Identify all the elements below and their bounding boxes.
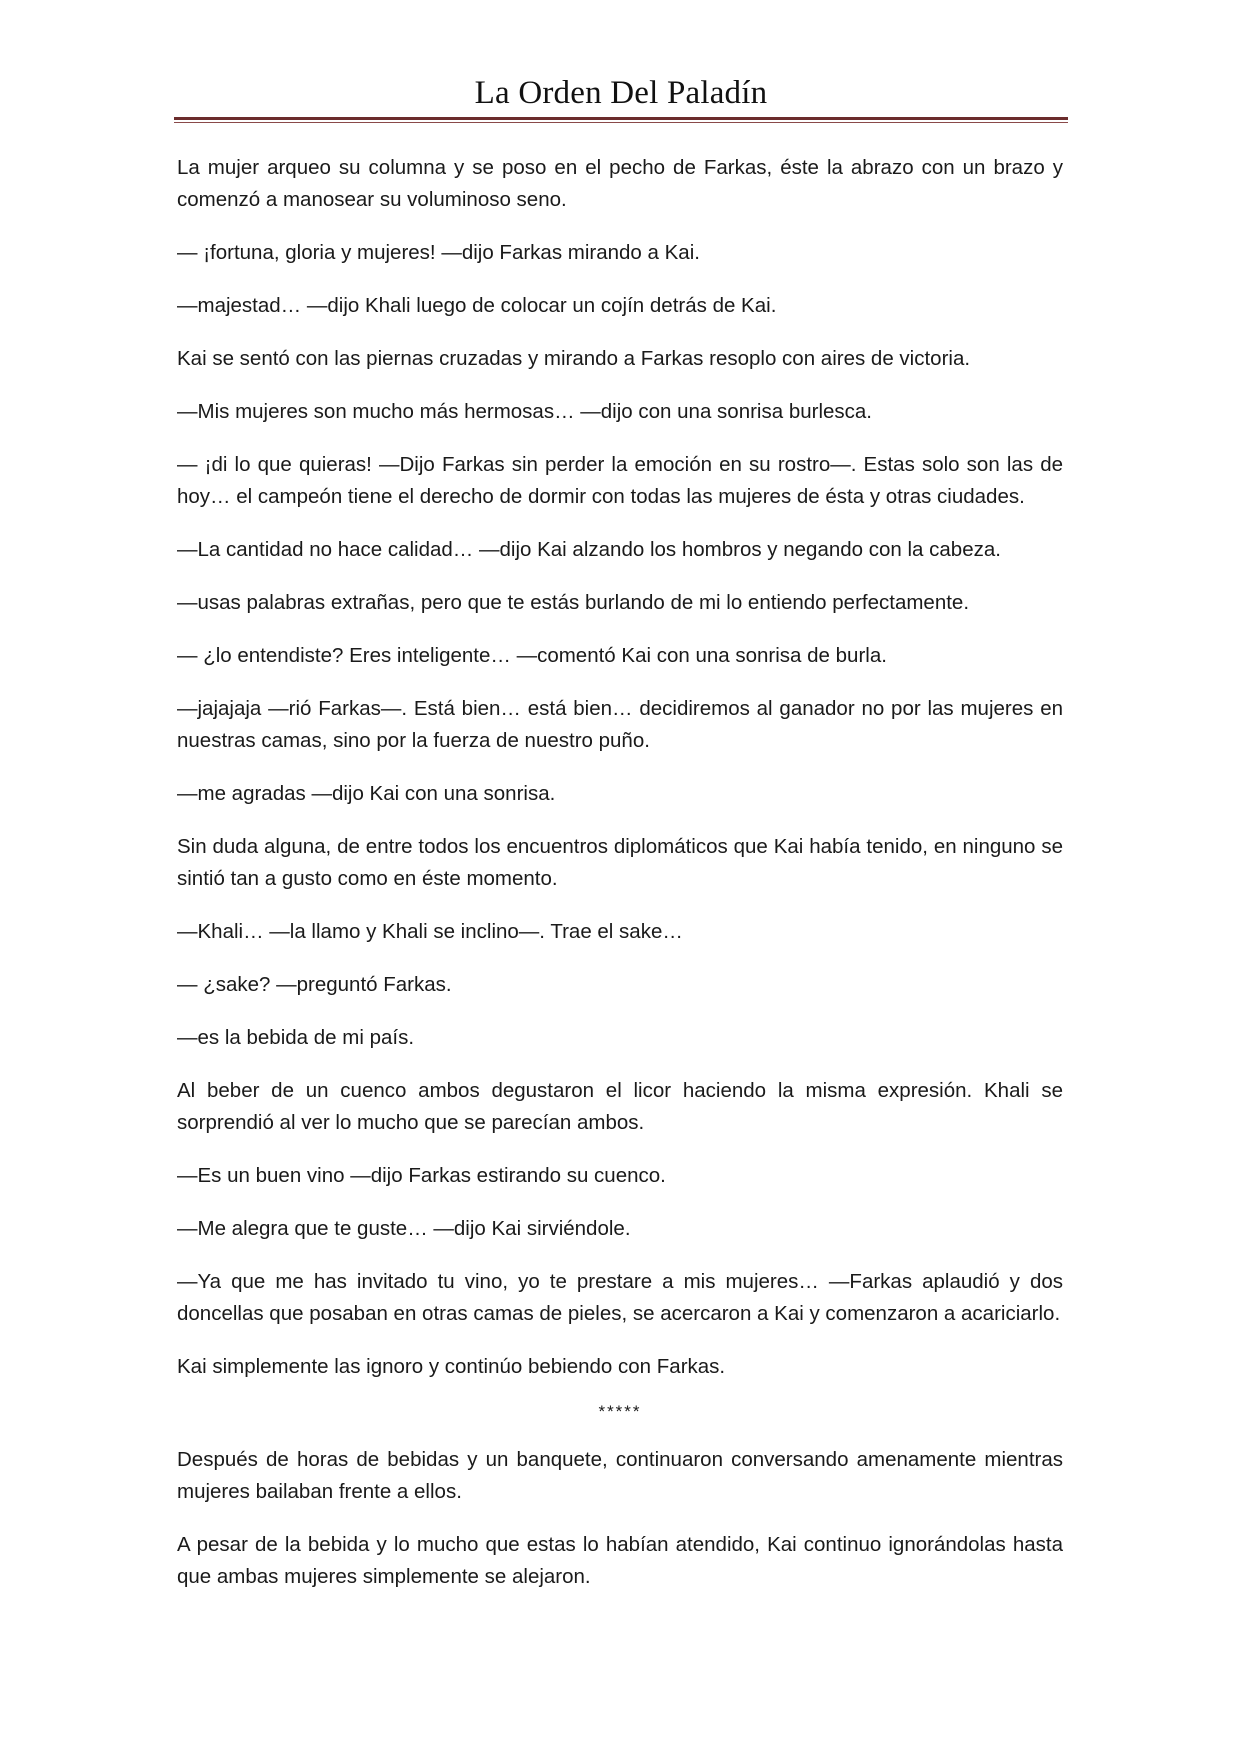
paragraph: —usas palabras extrañas, pero que te estás burlando de mi lo entiendo perfectamente.: [177, 591, 970, 614]
section-separator: *****: [598, 1402, 642, 1421]
header-divider-thin: [174, 122, 1068, 123]
page-title: La Orden Del Paladín: [474, 75, 768, 111]
paragraph: —La cantidad no hace calidad… —dijo Kai alzando los hombros y negando con la cabeza.: [177, 538, 1001, 561]
body-text: [177, 152, 1063, 1614]
paragraph: —Mis mujeres son mucho más hermosas… —dijo con una sonrisa burlesca.: [177, 400, 872, 423]
paragraph: — ¿lo entendiste? Eres inteligente… —comentó Kai con una sonrisa de burla.: [177, 644, 887, 667]
paragraph: — ¡di lo que quieras! —Dijo Farkas sin perder la emoción en su rostro—. Estas solo son las de hoy… el campeón tiene el derecho de dormir con todas las mujeres de ésta y otras ciudades.: [177, 453, 1063, 508]
paragraph: Sin duda alguna, de entre todos los encuentros diplomáticos que Kai había tenido, en ninguno se sintió tan a gusto como en éste momento.: [177, 835, 1063, 890]
paragraph: A pesar de la bebida y lo mucho que estas lo habían atendido, Kai continuo ignorándolas hasta que ambas mujeres simplemente se alejaron.: [177, 1533, 1063, 1588]
paragraph: —Ya que me has invitado tu vino, yo te prestare a mis mujeres… —Farkas aplaudió y dos doncellas que posaban en otras camas de pieles, se acercaron a Kai y comenzaron a acariciarlo.: [177, 1270, 1063, 1325]
page-header: [174, 70, 1068, 116]
paragraph: La mujer arqueo su columna y se poso en el pecho de Farkas, éste la abrazo con un brazo y comenzó a manosear su voluminoso seno.: [177, 156, 1063, 211]
paragraph: —me agradas —dijo Kai con una sonrisa.: [177, 782, 556, 805]
paragraph: Después de horas de bebidas y un banquete, continuaron conversando amenamente mientras mujeres bailaban frente a ellos.: [177, 1448, 1063, 1503]
paragraph: — ¡fortuna, gloria y mujeres! —dijo Farkas mirando a Kai.: [177, 241, 700, 264]
paragraph: — ¿sake? —preguntó Farkas.: [177, 973, 452, 996]
paragraph: —Khali… —la llamo y Khali se inclino—. Trae el sake…: [177, 920, 683, 943]
paragraph: —Es un buen vino —dijo Farkas estirando su cuenco.: [177, 1164, 666, 1187]
paragraph: —es la bebida de mi país.: [177, 1026, 415, 1049]
paragraph: Kai se sentó con las piernas cruzadas y mirando a Farkas resoplo con aires de victoria.: [177, 347, 971, 370]
paragraph: Kai simplemente las ignoro y continúo bebiendo con Farkas.: [177, 1355, 726, 1378]
paragraph: —jajajaja —rió Farkas—. Está bien… está bien… decidiremos al ganador no por las mujeres en nuestras camas, sino por la fuerza de nuestro puño.: [177, 697, 1063, 752]
paragraph: —Me alegra que te guste… —dijo Kai sirviéndole.: [177, 1217, 631, 1240]
header-divider: [174, 117, 1068, 124]
header-divider-thick: [174, 117, 1068, 120]
paragraph: Al beber de un cuenco ambos degustaron el licor haciendo la misma expresión. Khali se sorprendió al ver lo mucho que se parecían ambos.: [177, 1079, 1063, 1134]
paragraph: —majestad… —dijo Khali luego de colocar un cojín detrás de Kai.: [177, 294, 777, 317]
